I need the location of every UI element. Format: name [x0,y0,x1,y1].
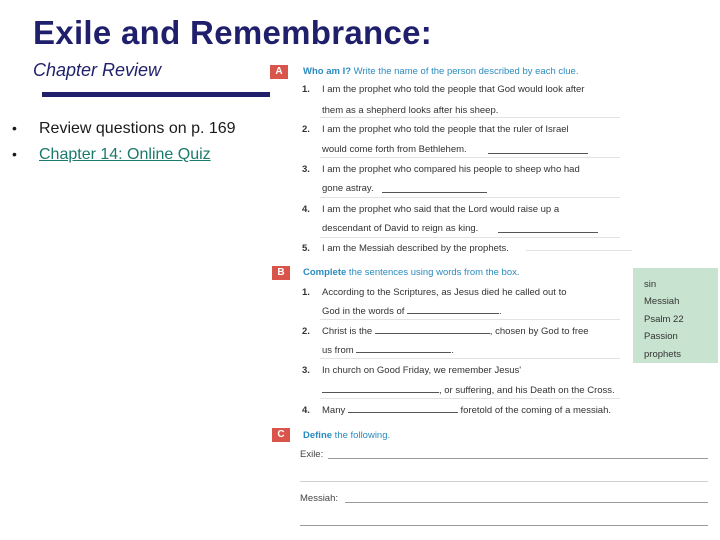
question-text: I am the prophet who told the people that the ruler of Israel [322,124,569,135]
define-term-messiah: Messiah: [300,493,339,504]
title-underline [42,92,270,97]
answer-blank [322,392,439,393]
question-number: 1. [302,287,310,298]
question-text: Christ is the [322,326,373,337]
question-text: . [451,345,454,356]
question-text: , or suffering, and his Death on the Cross. [439,385,615,396]
section-c-heading [303,430,390,441]
word-bank-item: Passion [644,331,678,342]
answer-blank [498,232,598,233]
question-text: God in the words of [322,306,405,317]
question-text: descendant of David to reign as king. [322,223,479,234]
answer-blank [375,333,490,334]
answer-line [320,319,620,320]
question-text: would come forth from Bethlehem. [322,144,467,155]
word-bank-item: Psalm 22 [644,314,684,325]
word-bank-item: Messiah [644,296,680,307]
question-number: 2. [302,326,310,337]
section-c-heading-rest: the following. [332,430,391,441]
bullet-marker: • [12,120,17,136]
question-text: . [499,306,502,317]
question-text: In church on Good Friday, we remember Jesus' [322,365,522,376]
answer-blank [407,313,499,314]
question-number: 5. [302,243,310,254]
definition-line [345,502,708,503]
definition-line [300,525,708,526]
question-number: 4. [302,204,310,215]
question-text: I am the prophet who told the people that God would look after [322,84,585,95]
section-b-heading [303,267,520,278]
answer-blank [356,352,451,353]
question-number: 3. [302,365,310,376]
definition-line [328,458,708,459]
question-text: I am the prophet who compared his people to sheep who had [322,164,580,175]
section-a-heading-rest: Write the name of the person described by each clue. [351,66,579,77]
question-text: I am the prophet who said that the Lord would raise up a [322,204,560,215]
answer-blank [488,153,588,154]
answer-line [320,398,620,399]
answer-line [526,250,632,251]
question-text: , chosen by God to free [489,326,589,337]
online-quiz-link[interactable]: Chapter 14: Online Quiz [39,146,211,163]
bullet-text: Review questions on p. 169 [39,120,236,137]
question-number: 3. [302,164,310,175]
section-c-heading-bold: Define [303,430,333,441]
question-text: According to the Scriptures, as Jesus died he called out to [322,287,567,298]
section-a-heading-bold: Who am I? [303,66,352,77]
question-text: I am the Messiah described by the prophets. [322,243,509,254]
word-bank-item: prophets [644,349,681,360]
worksheet-image [270,60,720,540]
section-b-badge: B [272,266,290,280]
question-text: Many [322,405,346,416]
question-number: 4. [302,405,310,416]
answer-line [320,197,620,198]
slide-subtitle: Chapter Review [33,60,162,80]
definition-line [300,481,708,482]
answer-line [320,157,620,158]
word-bank [633,268,718,363]
question-number: 1. [302,84,310,95]
answer-line [320,237,620,238]
word-bank-item: sin [644,279,657,290]
question-text: foretold of the coming of a messiah. [460,405,612,416]
answer-line [320,358,620,359]
answer-blank [382,192,487,193]
section-b-heading-bold: Complete [303,267,347,278]
slide-title: Exile and Remembrance: [33,14,433,51]
answer-blank [348,412,458,413]
bullet-marker: • [12,146,17,162]
question-number: 2. [302,124,310,135]
section-c-badge: C [272,428,290,442]
question-text: them as a shepherd looks after his sheep. [322,105,499,116]
define-term-exile: Exile: [300,449,324,460]
question-text: gone astray. [322,183,374,194]
section-a-badge: A [270,65,288,79]
answer-line [320,117,620,118]
section-b-heading-rest: the sentences using words from the box. [346,267,520,278]
section-a-heading [303,66,578,77]
question-text: us from [322,345,354,356]
